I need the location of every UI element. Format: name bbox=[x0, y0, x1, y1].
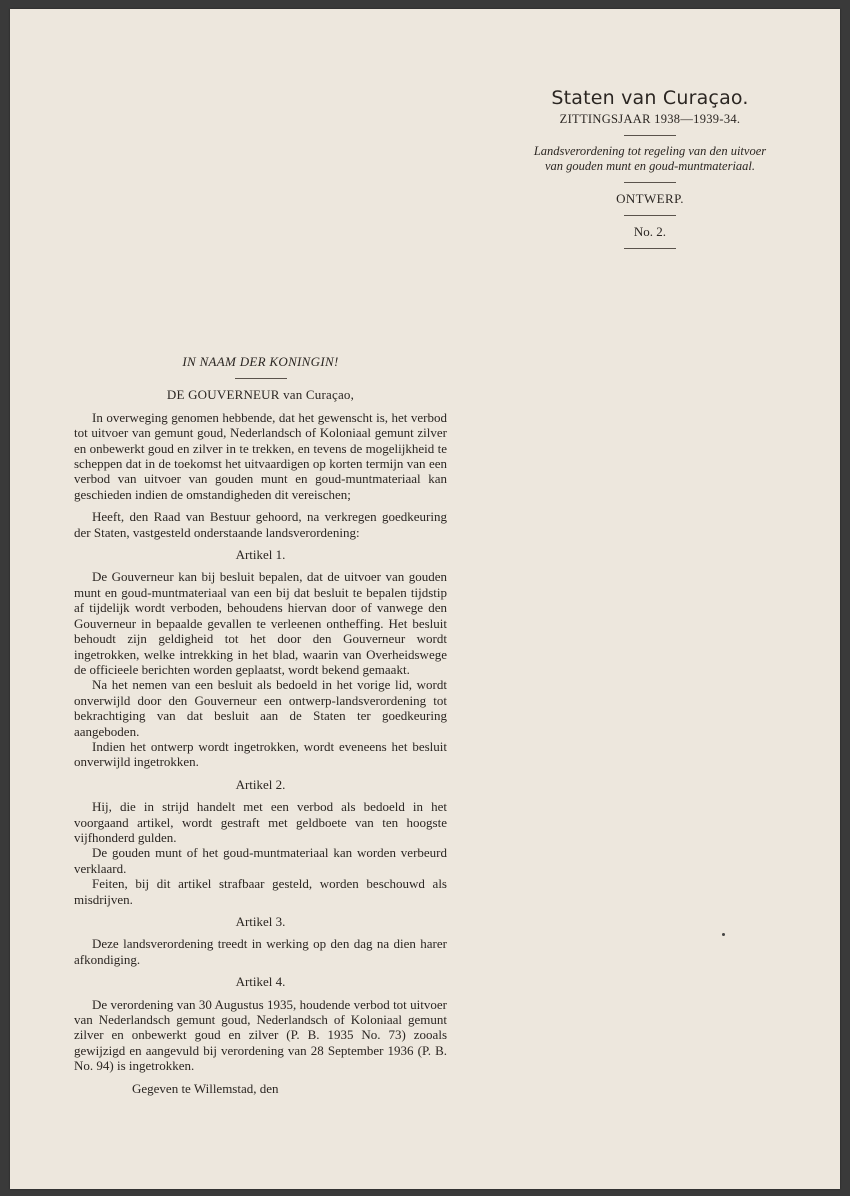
article-1-paragraph-2: Na het nemen van een besluit als bedoeld in het vorige lid, wordt onverwijld door den Gouverneur een ontwerp-landsverordening tot bekrachtiging van dat besluit aan de Staten ter goedkeuring aangeboden. bbox=[74, 677, 447, 739]
header-title: Staten van Curaçao. bbox=[551, 87, 749, 109]
royal-invocation: IN NAAM DER KONINGIN! bbox=[182, 354, 339, 369]
article-2-title: Artikel 2. bbox=[235, 776, 286, 792]
divider bbox=[624, 248, 676, 249]
article-3-title: Artikel 3. bbox=[235, 914, 286, 929]
session-year: ZITTINGSJAAR 1938—1939-34. bbox=[559, 112, 741, 126]
divider bbox=[235, 378, 287, 379]
governor-line: DE GOUVERNEUR van Curaçao, bbox=[166, 387, 355, 403]
article-2-paragraph-2: De gouden munt of het goud-muntmateriaal kan worden verbeurd verklaard. bbox=[74, 845, 447, 876]
article-1-title: Artikel 1. bbox=[235, 547, 286, 563]
draft-label: ONTWERP. bbox=[616, 191, 684, 206]
article-2-paragraph-1: Hij, die in strijd handelt met een verbod als bedoeld in het voorgaand artikel, wordt gestraft met geldboete van ten hoogste vijfhonderd gulden. bbox=[74, 799, 447, 845]
divider bbox=[624, 182, 676, 183]
divider bbox=[624, 215, 676, 216]
document-body bbox=[74, 354, 447, 1096]
paper-speck bbox=[722, 933, 725, 936]
divider bbox=[624, 135, 676, 136]
subject-line-2: van gouden munt en goud-muntmateriaal. bbox=[544, 159, 756, 173]
article-4-title: Artikel 4. bbox=[235, 974, 286, 990]
subject-line-1: Landsverordening tot regeling van den uitvoer bbox=[533, 144, 767, 158]
article-4-paragraph-1: De verordening van 30 Augustus 1935, houdende verbod tot uitvoer van Nederlandsch gemunt goud, Nederlandsch of Koloniaal gemunt zilver en onbewerkt goud en zilver (P. B. 1935 No. 73) zooals gewijzigd en aangevuld bij verordening van 28 September 1936 (P. B. No. 94) is ingetrokken. bbox=[74, 996, 447, 1074]
article-2-paragraph-3: Feiten, bij dit artikel strafbaar gesteld, worden beschouwd als misdrijven. bbox=[74, 876, 447, 907]
document-number: No. 2. bbox=[633, 224, 667, 239]
enactment-paragraph: Heeft, den Raad van Bestuur gehoord, na verkregen goedkeuring der Staten, vastgesteld onderstaande landsverordening: bbox=[74, 509, 447, 540]
closing-line: Gegeven te Willemstad, den bbox=[132, 1080, 279, 1096]
document-page bbox=[10, 9, 840, 1189]
article-1-paragraph-3: Indien het ontwerp wordt ingetrokken, wordt eveneens het besluit onverwijld ingetrokken. bbox=[74, 738, 447, 770]
consideration-paragraph: In overweging genomen hebbende, dat het gewenscht is, het verbod tot uitvoer van gemunt goud, Nederlandsch of Koloniaal gemunt zilver en onbewerkt goud en zilver in te trekken, en tevens de mogelijkheid te scheppen dat in de toekomst het uitvaardigen op korten termijn van een verbod van uitvoer van gouden munt en goud-muntmateriaal kan geschieden indien de omstandigheden dit vereischen; bbox=[74, 409, 447, 502]
article-1-paragraph-1: De Gouverneur kan bij besluit bepalen, dat de uitvoer van gouden munt en goud-muntmateriaal van een bij dat besluit te bepalen tijdstip af tijdelijk wordt verboden, behoudens hiervan door of vanwege den Gouverneur in bepaalde gevallen te verleenen ontheffing. Het besluit behoudt zijn geldigheid tot het door den Gouverneur wordt ingetrokken, welke intrekking in het blad, waarin van Overheidswege de officieele berichten worden geplaatst, wordt bekend gemaakt. bbox=[74, 569, 447, 677]
article-3-paragraph-1: Deze landsverordening treedt in werking op den dag na dien harer afkondiging. bbox=[74, 936, 447, 967]
document-header bbox=[500, 87, 800, 257]
